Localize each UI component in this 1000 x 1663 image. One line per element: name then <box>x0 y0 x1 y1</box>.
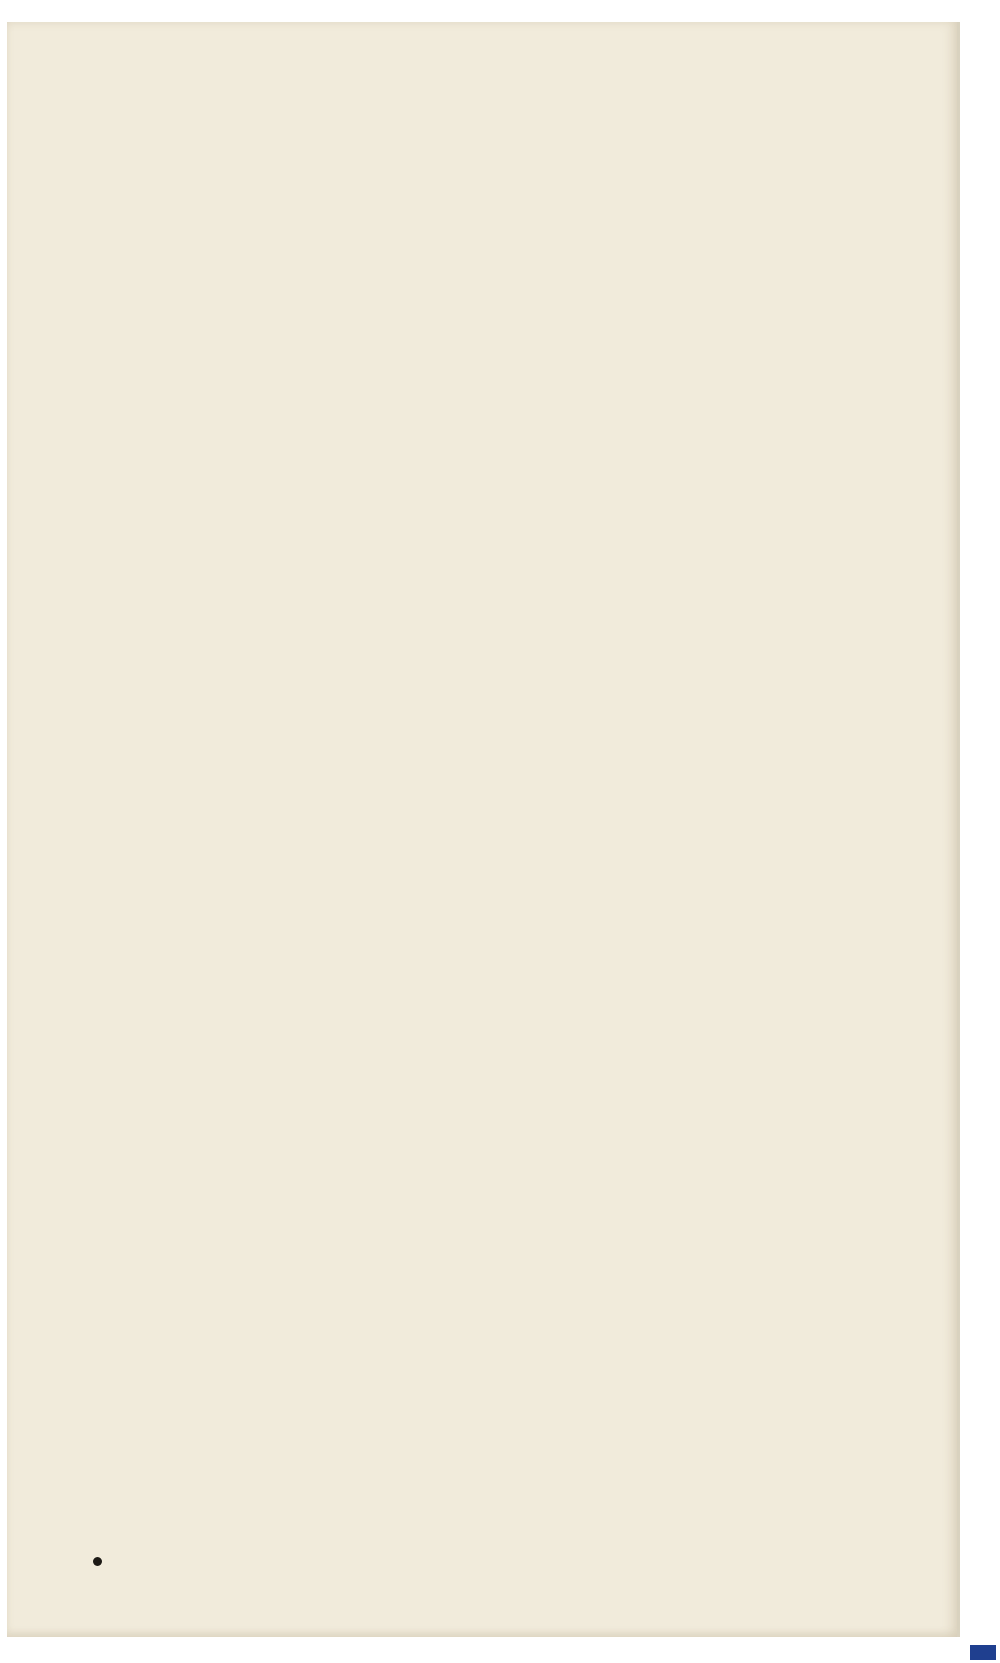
dfg-logo <box>970 1645 996 1660</box>
running-head <box>67 86 727 123</box>
letter-salutation <box>77 650 697 683</box>
book-page <box>7 22 960 1637</box>
ink-dot <box>93 1557 102 1566</box>
